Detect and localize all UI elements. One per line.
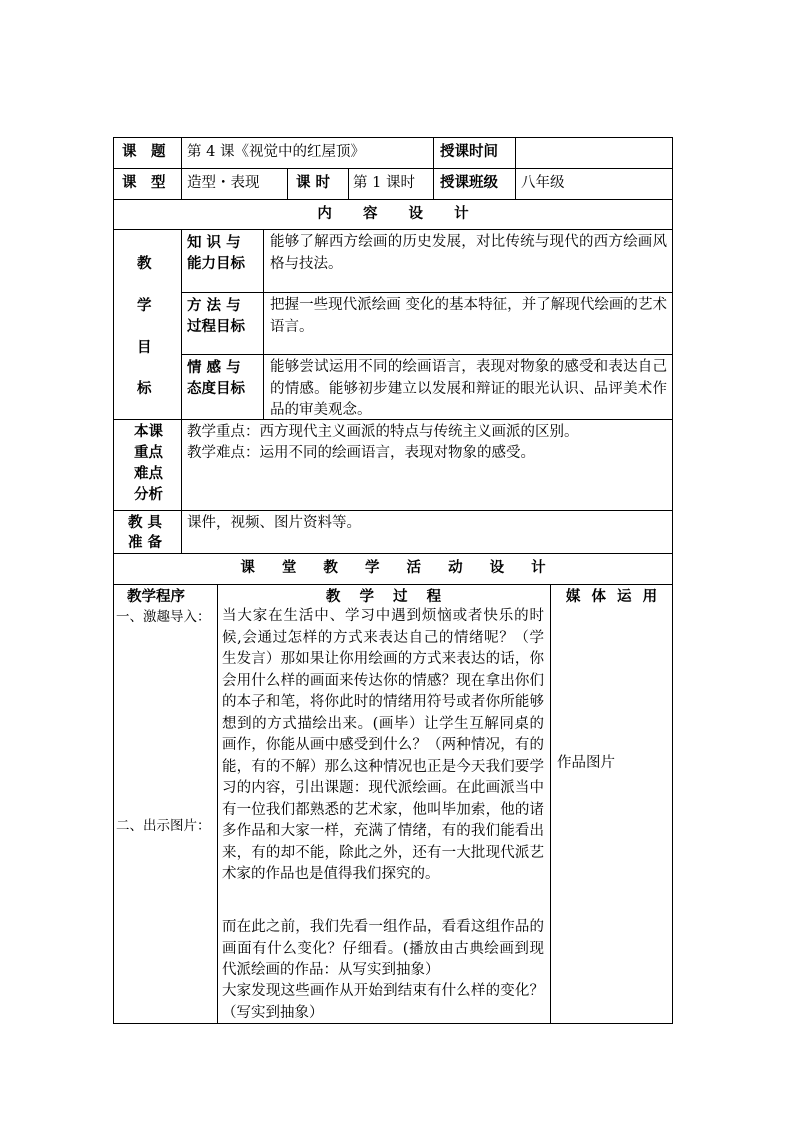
class-value: 八年级	[521, 175, 565, 191]
objective-text-knowledge: 能够了解西方绘画的历史发展，对比传统与现代的西方绘画风格与技法。	[270, 234, 667, 272]
table-border-top	[113, 137, 673, 138]
col-divider	[433, 137, 434, 199]
table-border-right	[672, 137, 673, 1024]
hours-value: 第 1 课时	[353, 175, 415, 191]
tools-text: 课件，视频、图片资料等。	[187, 515, 361, 531]
topic-label: 课 题	[122, 143, 166, 160]
objective-label-knowledge: 知 识 与	[187, 234, 241, 251]
col-divider	[181, 229, 182, 553]
col-divider	[181, 137, 182, 199]
table-border-left	[113, 137, 114, 1024]
col-divider	[550, 584, 551, 1024]
row-divider	[181, 354, 673, 355]
process-paragraph: 大家发现这些画作从开始到结束有什么样的变化？（写实到抽象）	[222, 983, 544, 1021]
key-points-label: 本课	[134, 423, 163, 440]
col-header-media: 媒 体 运 用	[565, 588, 658, 605]
key-points-label: 分析	[134, 486, 163, 503]
objective-text-emotion: 能够尝试运用不同的绘画语言，表现对物象的感受和表达自己的情感。能够初步建立以发展和辩证的眼光认识、品评美术作品的审美观念。	[270, 359, 667, 418]
row-divider	[181, 292, 673, 293]
objective-label-emotion: 态度目标	[187, 380, 245, 397]
process-paragraph: 而在此之前，我们先看一组作品，看看这组作品的画面有什么变化？仔细看。(播放由古典绘画到现代派绘画的作品：从写实到抽象）	[222, 919, 544, 978]
topic-value: 第 4 课《视觉中的红屋顶》	[187, 144, 365, 160]
col-divider	[515, 137, 516, 199]
objectives-side-label-char: 学	[137, 297, 152, 314]
objective-label-method: 方 法 与	[187, 297, 241, 314]
col-divider	[348, 168, 349, 199]
tools-label: 教 具	[128, 514, 163, 531]
activity-design-title: 课 堂 教 学 活 动 设 计	[240, 559, 546, 576]
col-divider	[287, 168, 288, 199]
tools-label: 准 备	[128, 534, 163, 551]
step-intro: 一、激趣导入：	[116, 609, 211, 625]
row-divider	[113, 510, 673, 511]
col-divider	[263, 229, 264, 419]
key-point-difficulty: 教学难点：运用不同的绘画语言，表现对物象的感受。	[187, 445, 535, 461]
key-points-label: 难点	[134, 465, 163, 482]
step-show-images: 二、出示图片：	[116, 818, 211, 834]
row-divider	[113, 229, 673, 230]
row-divider	[113, 168, 673, 169]
key-points-label: 重点	[134, 444, 163, 461]
objective-text-method: 把握一些现代派绘画 变化的基本特征，并了解现代绘画的艺术语言。	[270, 297, 667, 335]
row-divider	[113, 553, 673, 554]
key-point-focus: 教学重点：西方现代主义画派的特点与传统主义画派的区别。	[187, 424, 579, 440]
teach-time-label: 授课时间	[440, 143, 498, 160]
objective-label-knowledge: 能力目标	[187, 255, 245, 272]
hours-label: 课 时	[296, 174, 331, 191]
type-label: 课 型	[122, 174, 166, 191]
objective-label-emotion: 情 感 与	[187, 359, 241, 376]
process-paragraph: 当大家在生活中、学习中遇到烦恼或者快乐的时候,会通过怎样的方式来表达自己的情绪呢？（学生发言）那如果让你用绘画的方式来表达的话，你会用什么样的画面来传达你的情感？现在拿出你们的本子和笔，将你此时的情绪用符号或者你所能够想到的方式描绘出来。(画毕）让学生互解同桌的画作，你能从画中感受到什么？（两种情况，有的能，有的不解）那么这种情况也正是今天我们要学习的内容，引出课题：现代派绘画。在此画派当中有一位我们都熟悉的艺术家，他叫毕加索，他的诸多作品和大家一样，充满了情绪，有的我们能看出来，有的却不能，除此之外，还有一大批现代派艺术家的作品也是值得我们探究的。	[222, 608, 544, 882]
content-design-title: 内 容 设 计	[317, 205, 469, 222]
row-divider	[113, 584, 673, 585]
type-value: 造型・表现	[187, 175, 260, 191]
col-header-process: 教 学 过 程	[325, 588, 442, 605]
col-divider	[217, 584, 218, 1024]
objectives-side-label-char: 目	[137, 339, 152, 356]
media-item: 作品图片	[557, 755, 615, 771]
objectives-side-label-char: 标	[137, 380, 152, 397]
objectives-side-label-char: 教	[137, 255, 152, 272]
class-label: 授课班级	[440, 174, 498, 191]
row-divider	[113, 199, 673, 200]
col-header-procedure: 教学程序	[127, 588, 185, 605]
objective-label-method: 过程目标	[187, 318, 245, 335]
